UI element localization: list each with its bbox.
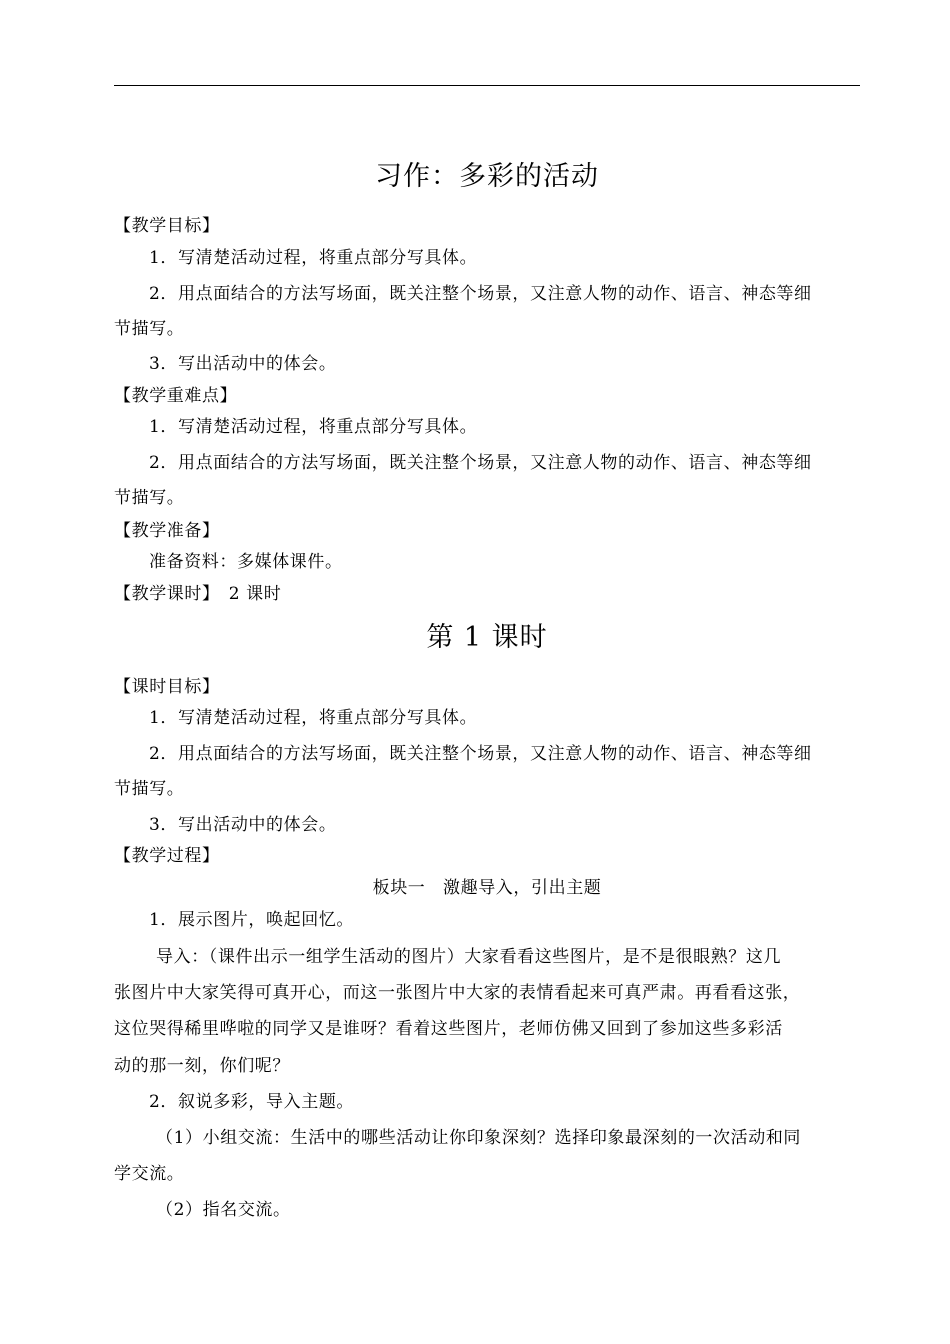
difficulty-item-2: 2．用点面结合的方法写场面，既关注整个场景，又注意人物的动作、语言、神态等细 (149, 453, 812, 473)
difficulty-item-1: 1．写清楚活动过程，将重点部分写具体。 (149, 417, 478, 437)
goal-item-2: 2．用点面结合的方法写场面，既关注整个场景，又注意人物的动作、语言、神态等细 (149, 284, 812, 304)
lesson-goals-heading: 【课时目标】 (114, 677, 220, 697)
difficulty-item-2-cont: 节描写。 (114, 488, 185, 508)
header-rule (114, 85, 860, 86)
document-title: 习作：多彩的活动 (375, 161, 599, 192)
step-intro-line-3: 这位哭得稀里哗啦的同学又是谁呀？看着这些图片，老师仿佛又回到了参加这些多彩活 (114, 1019, 783, 1039)
step-2: 2．叙说多彩，导入主题。 (149, 1092, 355, 1112)
lesson-goal-item-2: 2．用点面结合的方法写场面，既关注整个场景，又注意人物的动作、语言、神态等细 (149, 744, 812, 764)
step-intro-line-2: 张图片中大家笑得可真开心，而这一张图片中大家的表情看起来可真严肃。再看看这张， (114, 983, 801, 1003)
prep-text: 准备资料：多媒体课件。 (149, 552, 343, 572)
block-title: 板块一 激趣导入，引出主题 (372, 878, 602, 898)
step-1: 1．展示图片，唤起回忆。 (149, 910, 355, 930)
goal-item-3: 3．写出活动中的体会。 (149, 354, 337, 374)
goal-item-2-cont: 节描写。 (114, 319, 185, 339)
lesson-goal-item-3: 3．写出活动中的体会。 (149, 815, 337, 835)
difficulty-heading: 【教学重难点】 (114, 386, 238, 406)
hours-line: 【教学课时】 2 课时 (114, 584, 282, 604)
process-heading: 【教学过程】 (114, 846, 220, 866)
goal-item-1: 1．写清楚活动过程，将重点部分写具体。 (149, 248, 478, 268)
lesson-goal-item-1: 1．写清楚活动过程，将重点部分写具体。 (149, 708, 478, 728)
step-intro-line-1: 导入：（课件出示一组学生活动的图片）大家看看这些图片，是不是很眼熟？这几 (156, 947, 782, 967)
lesson-goal-item-2-cont: 节描写。 (114, 779, 185, 799)
lesson-title: 第 1 课时 (426, 622, 548, 653)
step-intro-line-4: 动的那一刻，你们呢？ (114, 1056, 290, 1076)
goals-heading: 【教学目标】 (114, 216, 220, 236)
step-2-2: （2）指名交流。 (156, 1200, 291, 1220)
prep-heading: 【教学准备】 (114, 521, 220, 541)
step-2-1-cont: 学交流。 (114, 1164, 185, 1184)
step-2-1: （1）小组交流：生活中的哪些活动让你印象深刻？选择印象最深刻的一次活动和同 (156, 1128, 802, 1148)
